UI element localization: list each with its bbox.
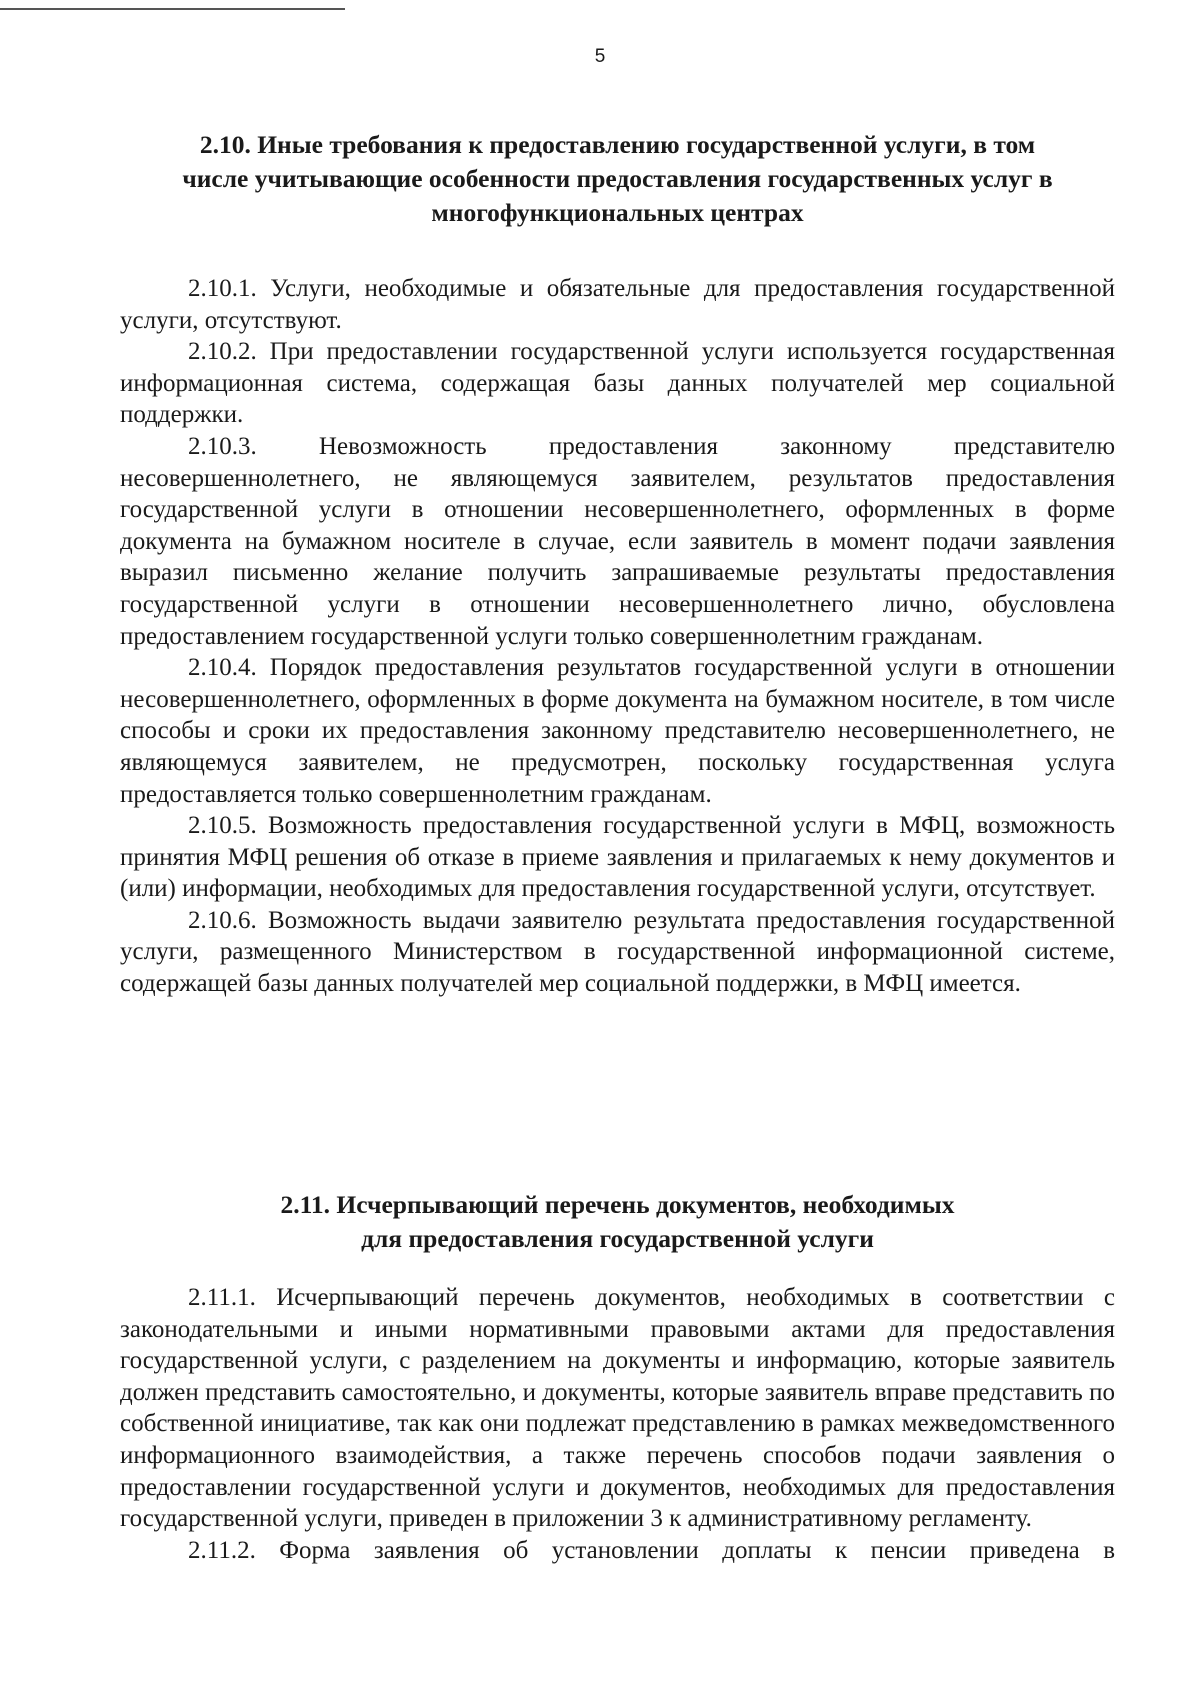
paragraph-2-10-1: 2.10.1. Услуги, необходимые и обязательные для предоставления государственной услуги, отсутствуют.: [120, 275, 1115, 334]
paragraph-2-10-6: 2.10.6. Возможность выдачи заявителю результата предоставления государственной услуги, размещенного Министерством в государственной информационной системе, содержащей базы данных получателей мер социальной поддержки, в МФЦ имеется.: [120, 906, 1115, 998]
heading-line: 2.11. Исчерпывающий перечень документов, необходимых: [280, 1190, 955, 1219]
paragraph-2-11-2: 2.11.2. Форма заявления об установлении доплаты к пенсии приведена в: [188, 1536, 1115, 1564]
heading-line: многофункциональных центрах: [431, 198, 804, 227]
paragraph-2-10-3: 2.10.3. Невозможность предоставления законному представителю несовершеннолетнего, не являющемуся заявителем, результатов предоставления государственной услуги в отношении несовершеннолетнего, оформленных в форме документа на бумажном носителе в случае, если заявитель в момент подачи заявления выразил письменно желание получить запрашиваемые результаты предоставления государственной услуги в отношении несовершеннолетнего лично, обусловлена предоставлением государственной услуги только совершеннолетним гражданам.: [120, 432, 1115, 650]
page-number: 5: [594, 46, 606, 67]
section-2-11-body: [120, 1282, 1115, 1566]
section-2-11-heading: [120, 1188, 1115, 1256]
top-rule: [0, 8, 345, 10]
paragraph-2-10-5: 2.10.5. Возможность предоставления государственной услуги в МФЦ, возможность принятия МФЦ решения об отказе в приеме заявления и прилагаемых к нему документов и (или) информации, необходимых для предоставления государственной услуги, отсутствует.: [120, 812, 1115, 903]
paragraph-2-10-4: 2.10.4. Порядок предоставления результатов государственной услуги в отношении несовершеннолетнего, оформленных в форме документа на бумажном носителе, в том числе способы и сроки их предоставления законному представителю несовершеннолетнего, не являющемуся заявителем, не предусмотрен, поскольку государственная услуга предоставляется только совершеннолетним гражданам.: [120, 654, 1115, 808]
paragraph-2-10-2: 2.10.2. При предоставлении государственной услуги используется государственная информационная система, содержащая базы данных получателей мер социальной поддержки.: [120, 338, 1115, 429]
section-2-10-heading: [120, 128, 1115, 230]
heading-line: 2.10. Иные требования к предоставлению государственной услуги, в том: [199, 130, 1036, 159]
heading-line: числе учитывающие особенности предоставления государственных услуг в: [182, 164, 1053, 193]
paragraph-2-11-1: 2.11.1. Исчерпывающий перечень документов, необходимых в соответствии с законодательными и иными нормативными правовыми актами для предоставления государственной услуги, с разделением на документы и информацию, которые заявитель должен представить самостоятельно, и документы, которые заявитель вправе представить по собственной инициативе, так как они подлежат представлению в рамках межведомственного информационного взаимодействия, а также перечень способов подачи заявления о предоставлении государственной услуги и документов, необходимых для предоставления государственной услуги, приведен в приложении 3 к административному регламенту.: [120, 1284, 1115, 1533]
section-2-10-body: [120, 273, 1115, 1000]
heading-line: для предоставления государственной услуги: [361, 1224, 874, 1253]
